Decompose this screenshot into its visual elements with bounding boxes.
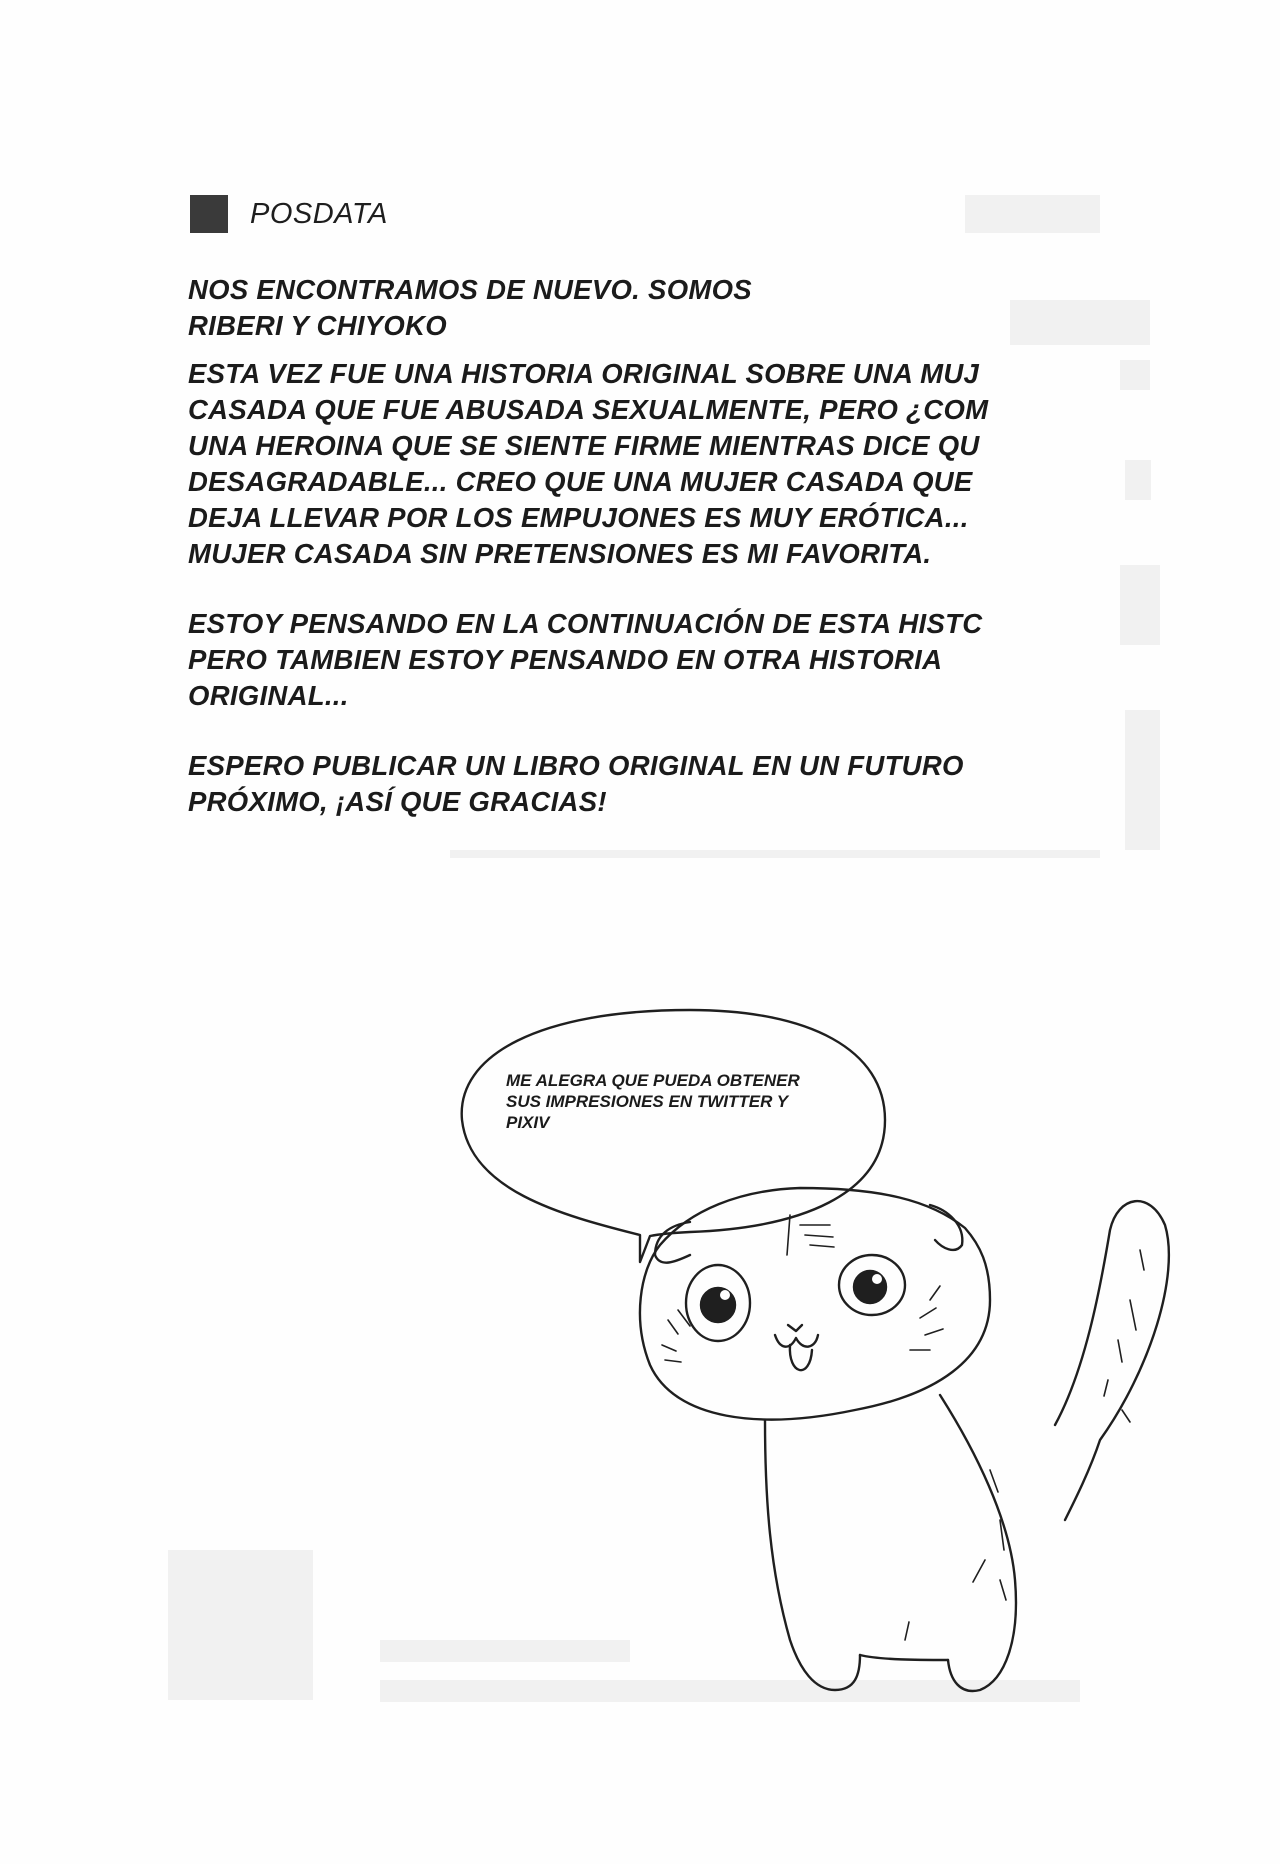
text-line: CASADA QUE FUE ABUSADA SEXUALMENTE, PERO ¿COM [188, 394, 989, 425]
text-line: ESTA VEZ FUE UNA HISTORIA ORIGINAL SOBRE UNA MUJ [188, 358, 980, 389]
text-line: DESAGRADABLE... CREO QUE UNA MUJER CASADA QUE [188, 466, 973, 497]
text-line: PRÓXIMO, ¡ASÍ QUE GRACIAS! [188, 786, 607, 817]
text-line: DEJA LLEVAR POR LOS EMPUJONES ES MUY ERÓTICA... [188, 502, 969, 533]
cat-tail [1055, 1201, 1169, 1520]
text-line: ESPERO PUBLICAR UN LIBRO ORIGINAL EN UN FUTURO [188, 750, 964, 781]
text-line: MUJER CASADA SIN PRETENSIONES ES MI FAVORITA. [188, 538, 932, 569]
text-line: ESTOY PENSANDO EN LA CONTINUACIÓN DE ESTA HISTC [188, 608, 983, 639]
cat-tongue [790, 1345, 812, 1370]
cat-head [640, 1188, 990, 1420]
cat-mouth [775, 1335, 818, 1347]
bubble-line: PIXIV [506, 1113, 550, 1132]
cat-body [765, 1420, 860, 1690]
text-line: PERO TAMBIEN ESTOY PENSANDO EN OTRA HISTORIA [188, 644, 943, 675]
text-line: ORIGINAL... [188, 680, 349, 711]
cat-ear-right [930, 1205, 962, 1250]
text-line: NOS ENCONTRAMOS DE NUEVO. SOMOS [188, 274, 752, 305]
cat-ear-left [655, 1222, 690, 1263]
text-line: RIBERI Y CHIYOKO [188, 310, 447, 341]
bubble-line: ME ALEGRA QUE PUEDA OBTENER [506, 1071, 800, 1090]
speech-bubble-text [506, 1070, 886, 1133]
text-line: UNA HEROINA QUE SE SIENTE FIRME MIENTRAS DICE QU [188, 430, 980, 461]
bubble-line: SUS IMPRESIONES EN TWITTER Y [506, 1092, 789, 1111]
cat-nose [788, 1325, 802, 1331]
heading-title: POSDATA [250, 197, 388, 230]
